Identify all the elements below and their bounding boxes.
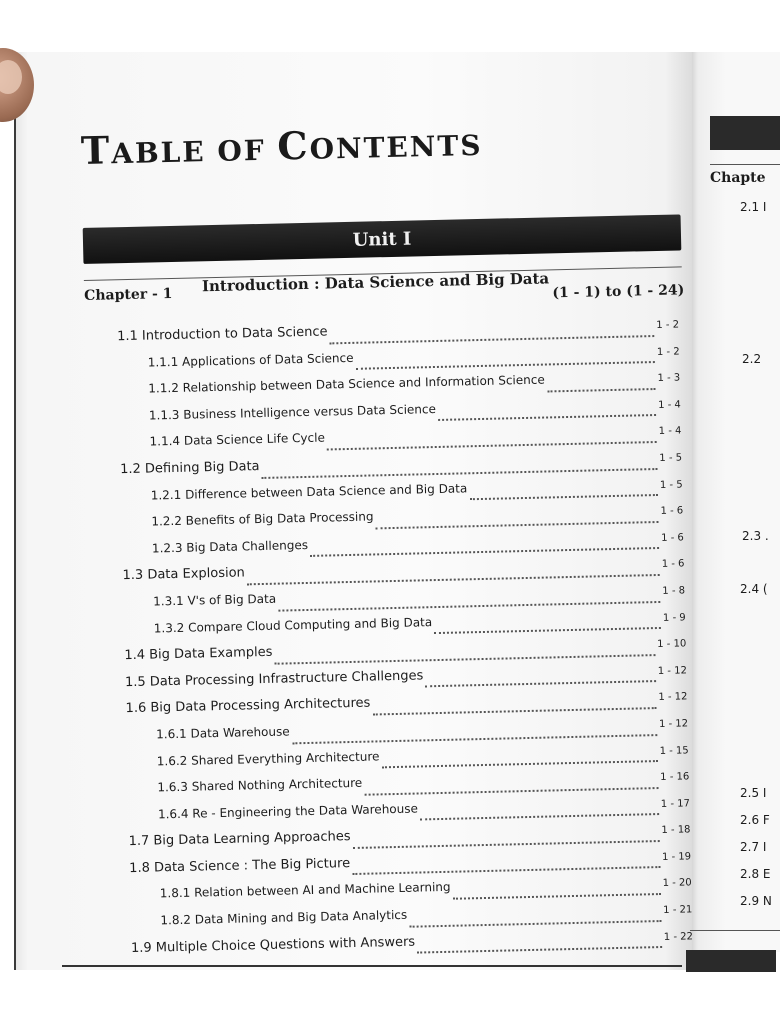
entry-page: 1 - 18 — [661, 824, 691, 837]
entry-page: 1 - 5 — [659, 478, 683, 491]
leader-dots — [292, 734, 657, 744]
chapter-title: Introduction : Data Science and Big Data — [201, 269, 550, 296]
leader-dots — [275, 654, 656, 665]
right-page-unit-banner — [710, 116, 780, 150]
toc-list — [117, 316, 693, 967]
entry-page: 1 - 12 — [658, 718, 689, 730]
entry-page: 1 - 8 — [662, 585, 686, 597]
page-title — [80, 119, 482, 173]
entry-page: 1 - 2 — [656, 319, 680, 331]
right-page-item: 2.3 . — [742, 529, 769, 543]
entry-label: 1.5 Data Processing Infrastructure Challenges — [124, 668, 424, 690]
title-text-ontents: ONTENTS — [309, 128, 483, 166]
leader-dots — [353, 840, 660, 849]
leader-dots — [356, 361, 655, 370]
leader-dots — [364, 787, 658, 796]
leader-dots — [469, 494, 658, 500]
title-initial-t: T — [80, 127, 112, 173]
right-page-bottom-rule — [690, 930, 780, 931]
leader-dots — [420, 813, 659, 820]
leader-dots — [426, 680, 657, 687]
title-text-able-of: ABLE OF — [110, 133, 278, 171]
leader-dots — [278, 600, 660, 611]
right-page-item: 2.5 I — [740, 786, 767, 800]
right-page-item: 2.8 E — [740, 867, 771, 881]
entry-page: 1 - 4 — [658, 399, 681, 411]
entry-label: 1.6.2 Shared Everything Architecture — [156, 748, 380, 768]
right-page-divider — [710, 164, 780, 165]
entry-label: 1.3.1 V's of Big Data — [153, 591, 277, 609]
entry-label: 1.4 Big Data Examples — [124, 644, 273, 664]
entry-page: 1 - 2 — [656, 346, 680, 358]
entry-label: 1.2.3 Big Data Challenges — [151, 537, 309, 556]
entry-label: 1.8.1 Relation between AI and Machine Learning — [159, 880, 451, 901]
entry-label: 1.6.1 Data Warehouse — [156, 724, 290, 742]
entry-page: 1 - 12 — [657, 665, 687, 677]
leader-dots — [382, 760, 658, 768]
entry-label: 1.9 Multiple Choice Questions with Answers — [130, 934, 416, 956]
chapter-page-range: (1 - 1) to (1 - 24) — [552, 282, 685, 302]
entry-label: 1.1.3 Business Intelligence versus Data Science — [148, 401, 437, 423]
entry-page: 1 - 22 — [663, 930, 694, 943]
page-bottom-rule — [62, 965, 682, 967]
entry-label: 1.1.1 Applications of Data Science — [147, 350, 354, 370]
leader-dots — [417, 946, 662, 954]
right-page-item: 2.9 N — [740, 894, 772, 908]
leader-dots — [453, 893, 661, 900]
leader-dots — [262, 468, 658, 479]
entry-page: 1 - 16 — [660, 771, 690, 784]
entry-page: 1 - 20 — [662, 877, 692, 890]
leader-dots — [434, 627, 661, 634]
leader-dots — [330, 335, 655, 344]
entry-label: 1.3 Data Explosion — [122, 565, 246, 584]
leader-dots — [438, 414, 656, 421]
entry-page: 1 - 10 — [657, 638, 687, 651]
entry-label: 1.1.2 Relationship between Data Science and Information Science — [148, 372, 545, 396]
entry-page: 1 - 4 — [658, 425, 682, 438]
unit-label: Unit I — [352, 228, 412, 251]
entry-label: 1.7 Big Data Learning Approaches — [128, 829, 351, 850]
entry-page: 1 - 19 — [661, 851, 692, 863]
leader-dots — [310, 547, 659, 557]
right-page-item: 2.6 F — [740, 813, 770, 827]
right-page-item: 2.2 — [742, 352, 762, 366]
bottom-shadow — [686, 950, 776, 972]
entry-label: 1.1 Introduction to Data Science — [116, 324, 328, 345]
entry-label: 1.8.2 Data Mining and Big Data Analytics — [160, 907, 408, 928]
entry-label: 1.8 Data Science : The Big Picture — [129, 855, 351, 876]
entry-label: 1.6 Big Data Processing Architectures — [125, 695, 371, 717]
chapter-number: Chapter - 1 — [84, 285, 173, 304]
right-page-item: 2.1 I — [740, 200, 767, 214]
right-page-item: 2.7 I — [740, 840, 767, 854]
entry-page: 1 - 3 — [657, 372, 681, 385]
entry-page: 1 - 6 — [661, 558, 685, 571]
leader-dots — [327, 441, 657, 450]
unit-banner — [83, 214, 682, 264]
entry-page: 1 - 5 — [659, 452, 683, 464]
right-page-chapter: Chapte — [710, 170, 766, 186]
entry-label: 1.1.4 Data Science Life Cycle — [149, 430, 326, 449]
entry-page: 1 - 21 — [663, 904, 693, 917]
leader-dots — [373, 707, 657, 715]
entry-page: 1 - 6 — [661, 532, 684, 544]
entry-page: 1 - 9 — [662, 611, 686, 624]
leader-dots — [409, 920, 661, 928]
leader-dots — [352, 866, 660, 875]
title-initial-c: C — [276, 122, 311, 169]
toc-content — [80, 96, 700, 979]
entry-page: 1 - 15 — [659, 744, 689, 757]
leader-dots — [376, 521, 659, 529]
entry-label: 1.2.2 Benefits of Big Data Processing — [151, 509, 374, 529]
entry-label: 1.2 Defining Big Data — [119, 458, 260, 478]
leader-dots — [547, 388, 656, 392]
entry-label: 1.6.4 Re - Engineering the Data Warehouse — [157, 801, 419, 822]
entry-page: 1 - 12 — [658, 691, 688, 704]
entry-page: 1 - 6 — [660, 505, 684, 518]
entry-label: 1.3.2 Compare Cloud Computing and Big Data — [153, 614, 433, 635]
right-page-item: 2.4 ( — [740, 582, 768, 596]
entry-page: 1 - 17 — [660, 798, 691, 810]
entry-label: 1.6.3 Shared Nothing Architecture — [157, 775, 363, 795]
entry-label: 1.2.1 Difference between Data Science and Big Data — [150, 480, 468, 503]
